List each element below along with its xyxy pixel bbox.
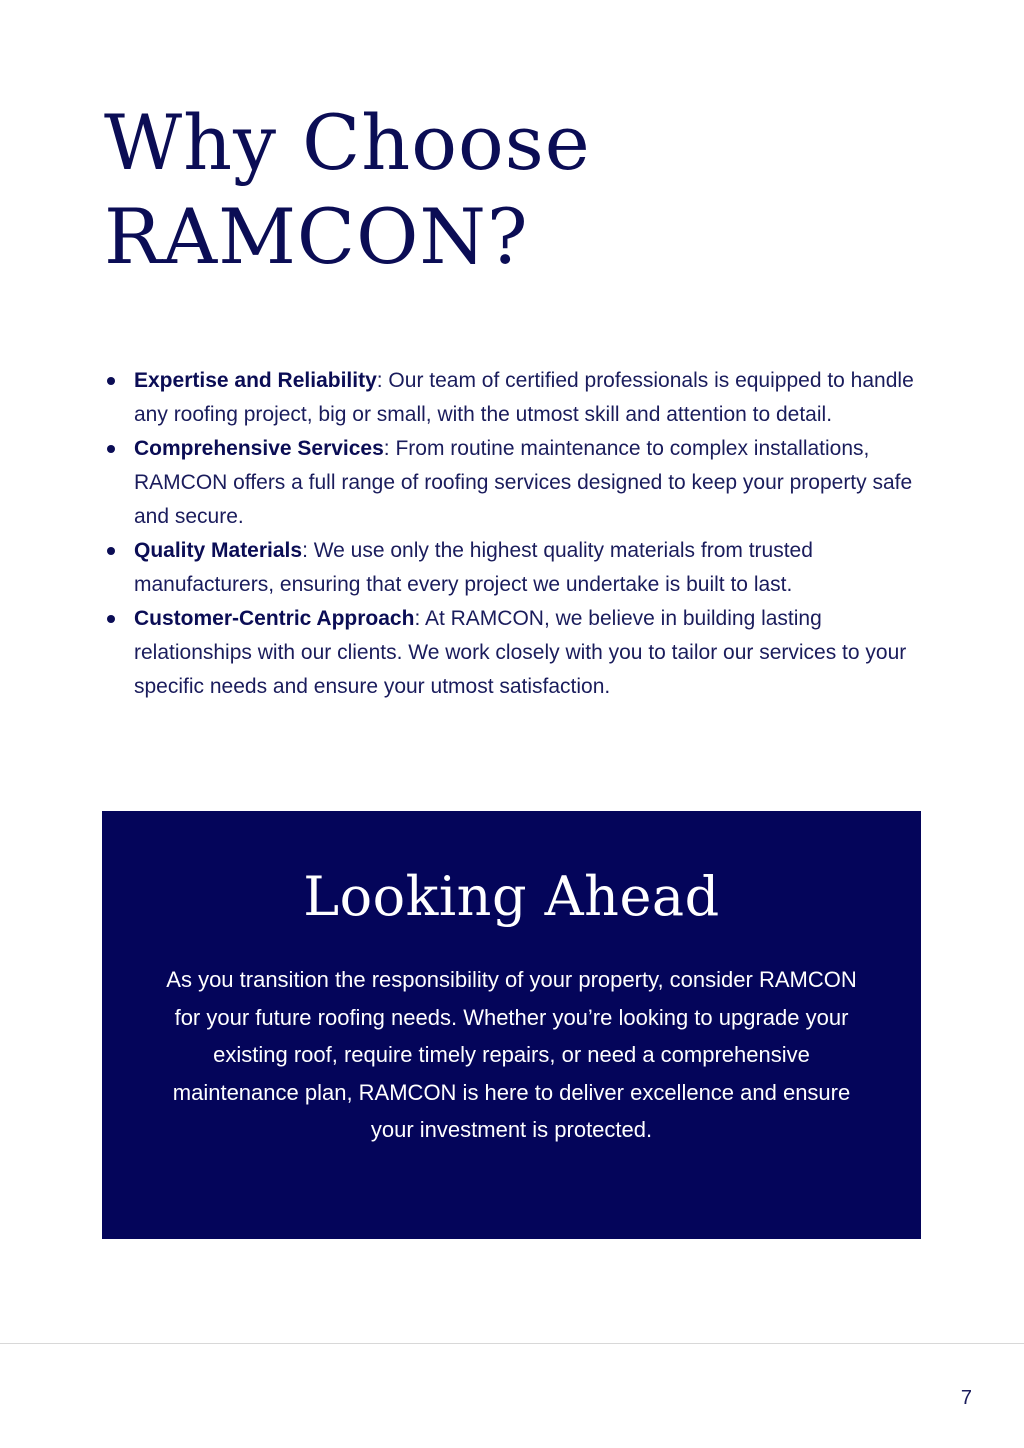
- page-number: 7: [960, 1387, 972, 1409]
- feature-list: [104, 364, 924, 704]
- feature-title: Comprehensive Services: [134, 437, 384, 460]
- feature-title: Expertise and Reliability: [134, 369, 377, 392]
- feature-description: : Our team of certified professionals is equipped to handle any roofing project, big or small, with the utmost skill and attention to detail.: [134, 369, 914, 426]
- bullet-icon: [107, 377, 115, 385]
- feature-description: : At RAMCON, we believe in building lasting relationships with our clients. We work closely with you to tailor our services to your specific needs and ensure your utmost satisfaction.: [134, 607, 907, 698]
- feature-description: : From routine maintenance to complex installations, RAMCON offers a full range of roofing services designed to keep your property safe and secure.: [134, 437, 913, 528]
- feature-title: Customer-Centric Approach: [134, 607, 415, 630]
- feature-item-customer: [104, 602, 924, 704]
- feature-item-expertise: [104, 364, 924, 432]
- bullet-icon: [107, 615, 115, 623]
- footer-divider: [0, 1343, 1024, 1344]
- bullet-icon: [107, 445, 115, 453]
- looking-ahead-body: As you transition the responsibility of your property, consider RAMCON for your future roofing needs. Whether you’re looking to upgrade your existing roof, require timely repairs, or need a comprehensive maintenance plan, RAMCON is here to deliver excellence and ensure your investment is protected.: [166, 967, 857, 1142]
- looking-ahead-panel: [102, 811, 921, 1239]
- bullet-icon: [107, 547, 115, 555]
- feature-item-services: [104, 432, 924, 534]
- page-title-line-1: Why Choose: [104, 98, 591, 187]
- feature-item-materials: [104, 534, 924, 602]
- looking-ahead-title: Looking Ahead: [303, 865, 720, 928]
- page-title: [104, 96, 591, 284]
- feature-title: Quality Materials: [134, 539, 303, 562]
- feature-description: : We use only the highest quality materials from trusted manufacturers, ensuring that every project we undertake is built to last.: [134, 539, 813, 596]
- page-title-line-2: RAMCON?: [104, 192, 529, 281]
